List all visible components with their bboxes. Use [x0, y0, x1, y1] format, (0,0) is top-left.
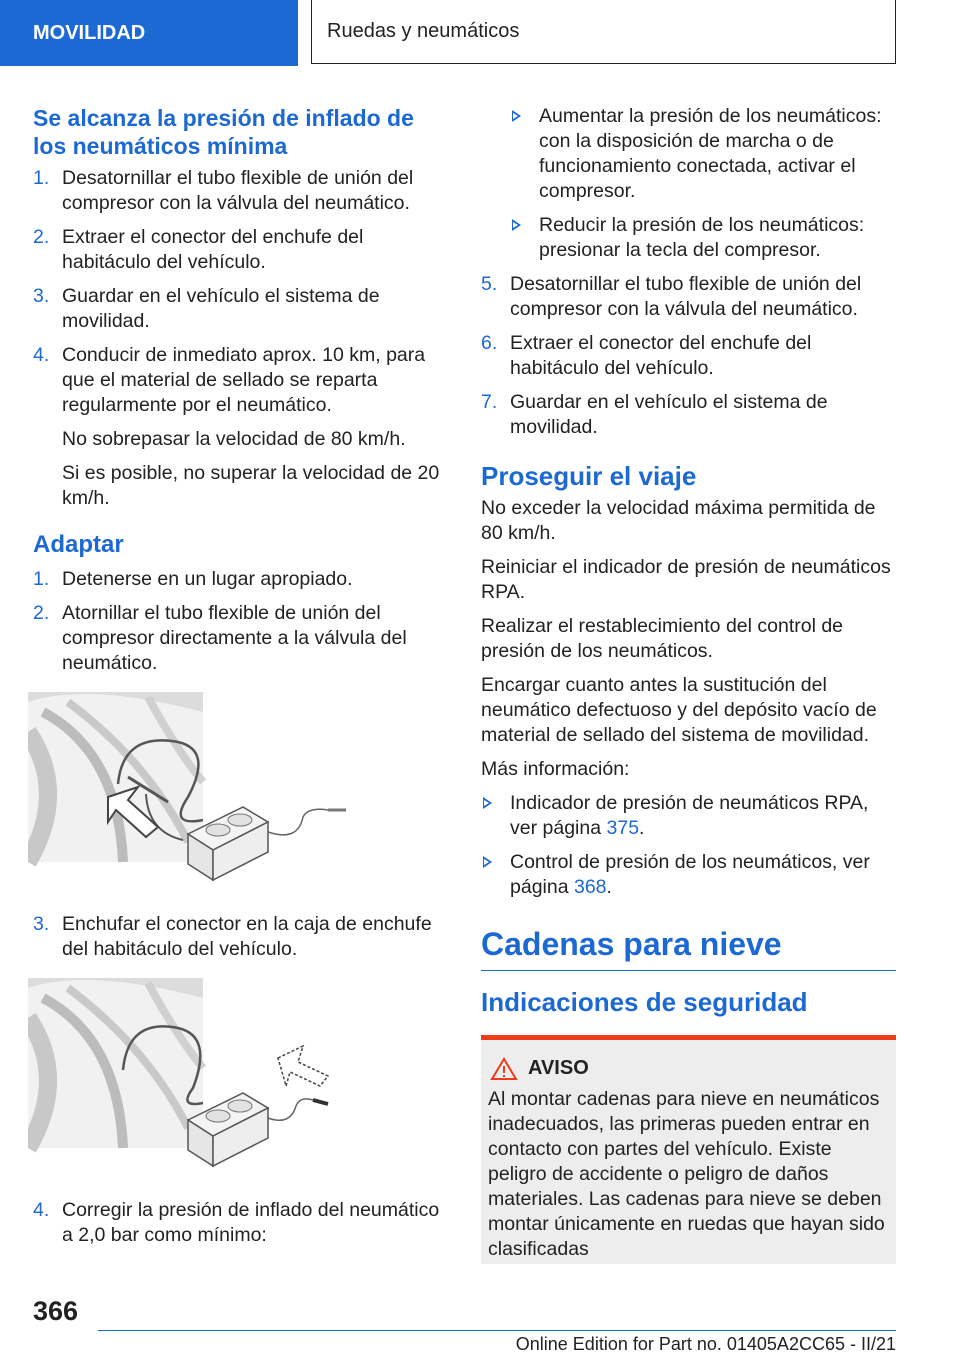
list-item: [33, 166, 450, 216]
triangle-bullet-icon: [512, 219, 521, 231]
warning-box: [481, 1035, 896, 1264]
step-number: 1.: [33, 568, 50, 590]
list-item: [33, 284, 450, 334]
warning-triangle-icon: [490, 1057, 518, 1081]
bullet-text: Aumentar la presión de los neumáticos: con la disposición de marcha o de funcionamiento conectada, activar el compresor.: [539, 105, 882, 202]
step-text: Desatornillar el tubo flexible de unión del compresor con la válvula del neumático.: [510, 273, 862, 320]
step-text: Guardar en el vehículo el sistema de movilidad.: [62, 285, 380, 332]
chapter-heading-cadenas: Cadenas para nieve: [481, 926, 782, 962]
list-item: [481, 390, 896, 440]
speed-note: Si es posible, no superar la velocidad de 20 km/h.: [62, 462, 440, 509]
illustration-compressor-connected: [28, 692, 368, 902]
paragraph: Realizar el restablecimiento del control de presión de los neumáticos.: [481, 615, 844, 662]
paragraph: Reiniciar el indicador de presión de neumáticos RPA.: [481, 556, 891, 603]
steps-list-5: [481, 272, 896, 440]
step-number: 2.: [33, 226, 50, 248]
left-column: [33, 104, 450, 1257]
steps-list-4: [33, 1198, 450, 1248]
step-number: 4.: [33, 1199, 50, 1221]
list-item: [33, 912, 450, 962]
speed-note: No sobrepasar la velocidad de 80 km/h.: [62, 428, 406, 450]
step-number: 6.: [481, 332, 498, 354]
section-heading-minimum-pressure: Se alcanza la presión de inflado de los neumáticos mínima: [33, 105, 414, 159]
paragraph: No exceder la velocidad máxima permitida de 80 km/h.: [481, 497, 876, 544]
reference-text: Indicador de presión de neumáticos RPA, ver página: [510, 792, 869, 839]
list-item: [33, 1198, 450, 1248]
list-item: [481, 272, 896, 322]
steps-list-2: [33, 567, 450, 676]
triangle-bullet-icon: [512, 110, 521, 122]
heading-divider: [481, 970, 896, 971]
list-item: [33, 567, 450, 592]
warning-label: AVISO: [528, 1057, 589, 1079]
page-link-375[interactable]: 375: [606, 817, 640, 839]
step-number: 3.: [33, 913, 50, 935]
step-text: Conducir de inmediato aprox. 10 km, para que el material de sellado se reparta regularmente por el neumático.: [62, 344, 426, 416]
chapter-tab: [311, 0, 896, 64]
list-item: [33, 601, 450, 676]
triangle-bullet-icon: [483, 856, 492, 868]
section-tab: [0, 0, 298, 66]
section-title: MOVILIDAD: [33, 21, 146, 44]
section-heading-seguridad: Indicaciones de seguridad: [481, 987, 808, 1017]
step-number: 2.: [33, 602, 50, 624]
list-item: [33, 225, 450, 275]
section-heading-adaptar: Adaptar: [33, 531, 124, 558]
footer-divider: [98, 1330, 896, 1331]
section-heading-proseguir: Proseguir el viaje: [481, 461, 697, 491]
pressure-bullets: [481, 104, 896, 263]
step-text: Enchufar el conector en la caja de enchufe del habitáculo del vehículo.: [62, 913, 432, 960]
step-text: Desatornillar el tubo flexible de unión del compresor con la válvula del neumático.: [62, 167, 414, 214]
page-number: 366: [33, 1296, 79, 1326]
list-item: Indicador de presión de neumáticos RPA, ver página 375.: [481, 791, 896, 841]
step-number: 7.: [481, 391, 498, 413]
list-item: [33, 343, 450, 418]
edition-info: Online Edition for Part no. 01405A2CC65 - II/21: [515, 1334, 896, 1354]
step-text: Guardar en el vehículo el sistema de movilidad.: [510, 391, 828, 438]
chapter-title: Ruedas y neumáticos: [327, 20, 520, 42]
step-text: Detenerse en un lugar apropiado.: [62, 568, 353, 590]
step-text: Corregir la presión de inflado del neumático a 2,0 bar como mínimo:: [62, 1199, 440, 1246]
page-link-368[interactable]: 368: [573, 876, 607, 898]
illustration-compressor-plug: [28, 978, 368, 1188]
warning-header: [488, 1056, 889, 1081]
list-item: Control de presión de los neumáticos, ver página 368.: [481, 850, 896, 900]
triangle-bullet-icon: [483, 797, 492, 809]
step-text: Extraer el conector del enchufe del habitáculo del vehículo.: [510, 332, 812, 379]
step-number: 5.: [481, 273, 498, 295]
warning-text: Al montar cadenas para nieve en neumáticos inadecuados, las primeras pueden entrar en contacto con partes del vehículo. Existe peligro de accidente o peligro de daños materiales. Las cadenas para nieve se deben montar únicamente en ruedas que hayan sido clasificadas: [488, 1088, 885, 1260]
step-number: 4.: [33, 344, 50, 366]
bullet-text: Reducir la presión de los neumáticos: presionar la tecla del compresor.: [539, 214, 865, 261]
right-column: [481, 104, 896, 1264]
paragraph: Más información:: [481, 758, 630, 780]
list-item: [481, 331, 896, 381]
paragraph: Encargar cuanto antes la sustitución del neumático defectuoso y del depósito vacío de material de sellado del sistema de movilidad.: [481, 674, 877, 746]
step-text: Extraer el conector del enchufe del habitáculo del vehículo.: [62, 226, 364, 273]
steps-list-1: [33, 166, 450, 418]
step-number: 1.: [33, 167, 50, 189]
steps-list-3: [33, 912, 450, 962]
list-item: [510, 104, 896, 204]
list-item: [510, 213, 896, 263]
reference-text: Control de presión de los neumáticos, ver página: [510, 851, 870, 898]
step-text: Atornillar el tubo flexible de unión del compresor directamente a la válvula del neumático.: [62, 602, 407, 674]
step-number: 3.: [33, 285, 50, 307]
